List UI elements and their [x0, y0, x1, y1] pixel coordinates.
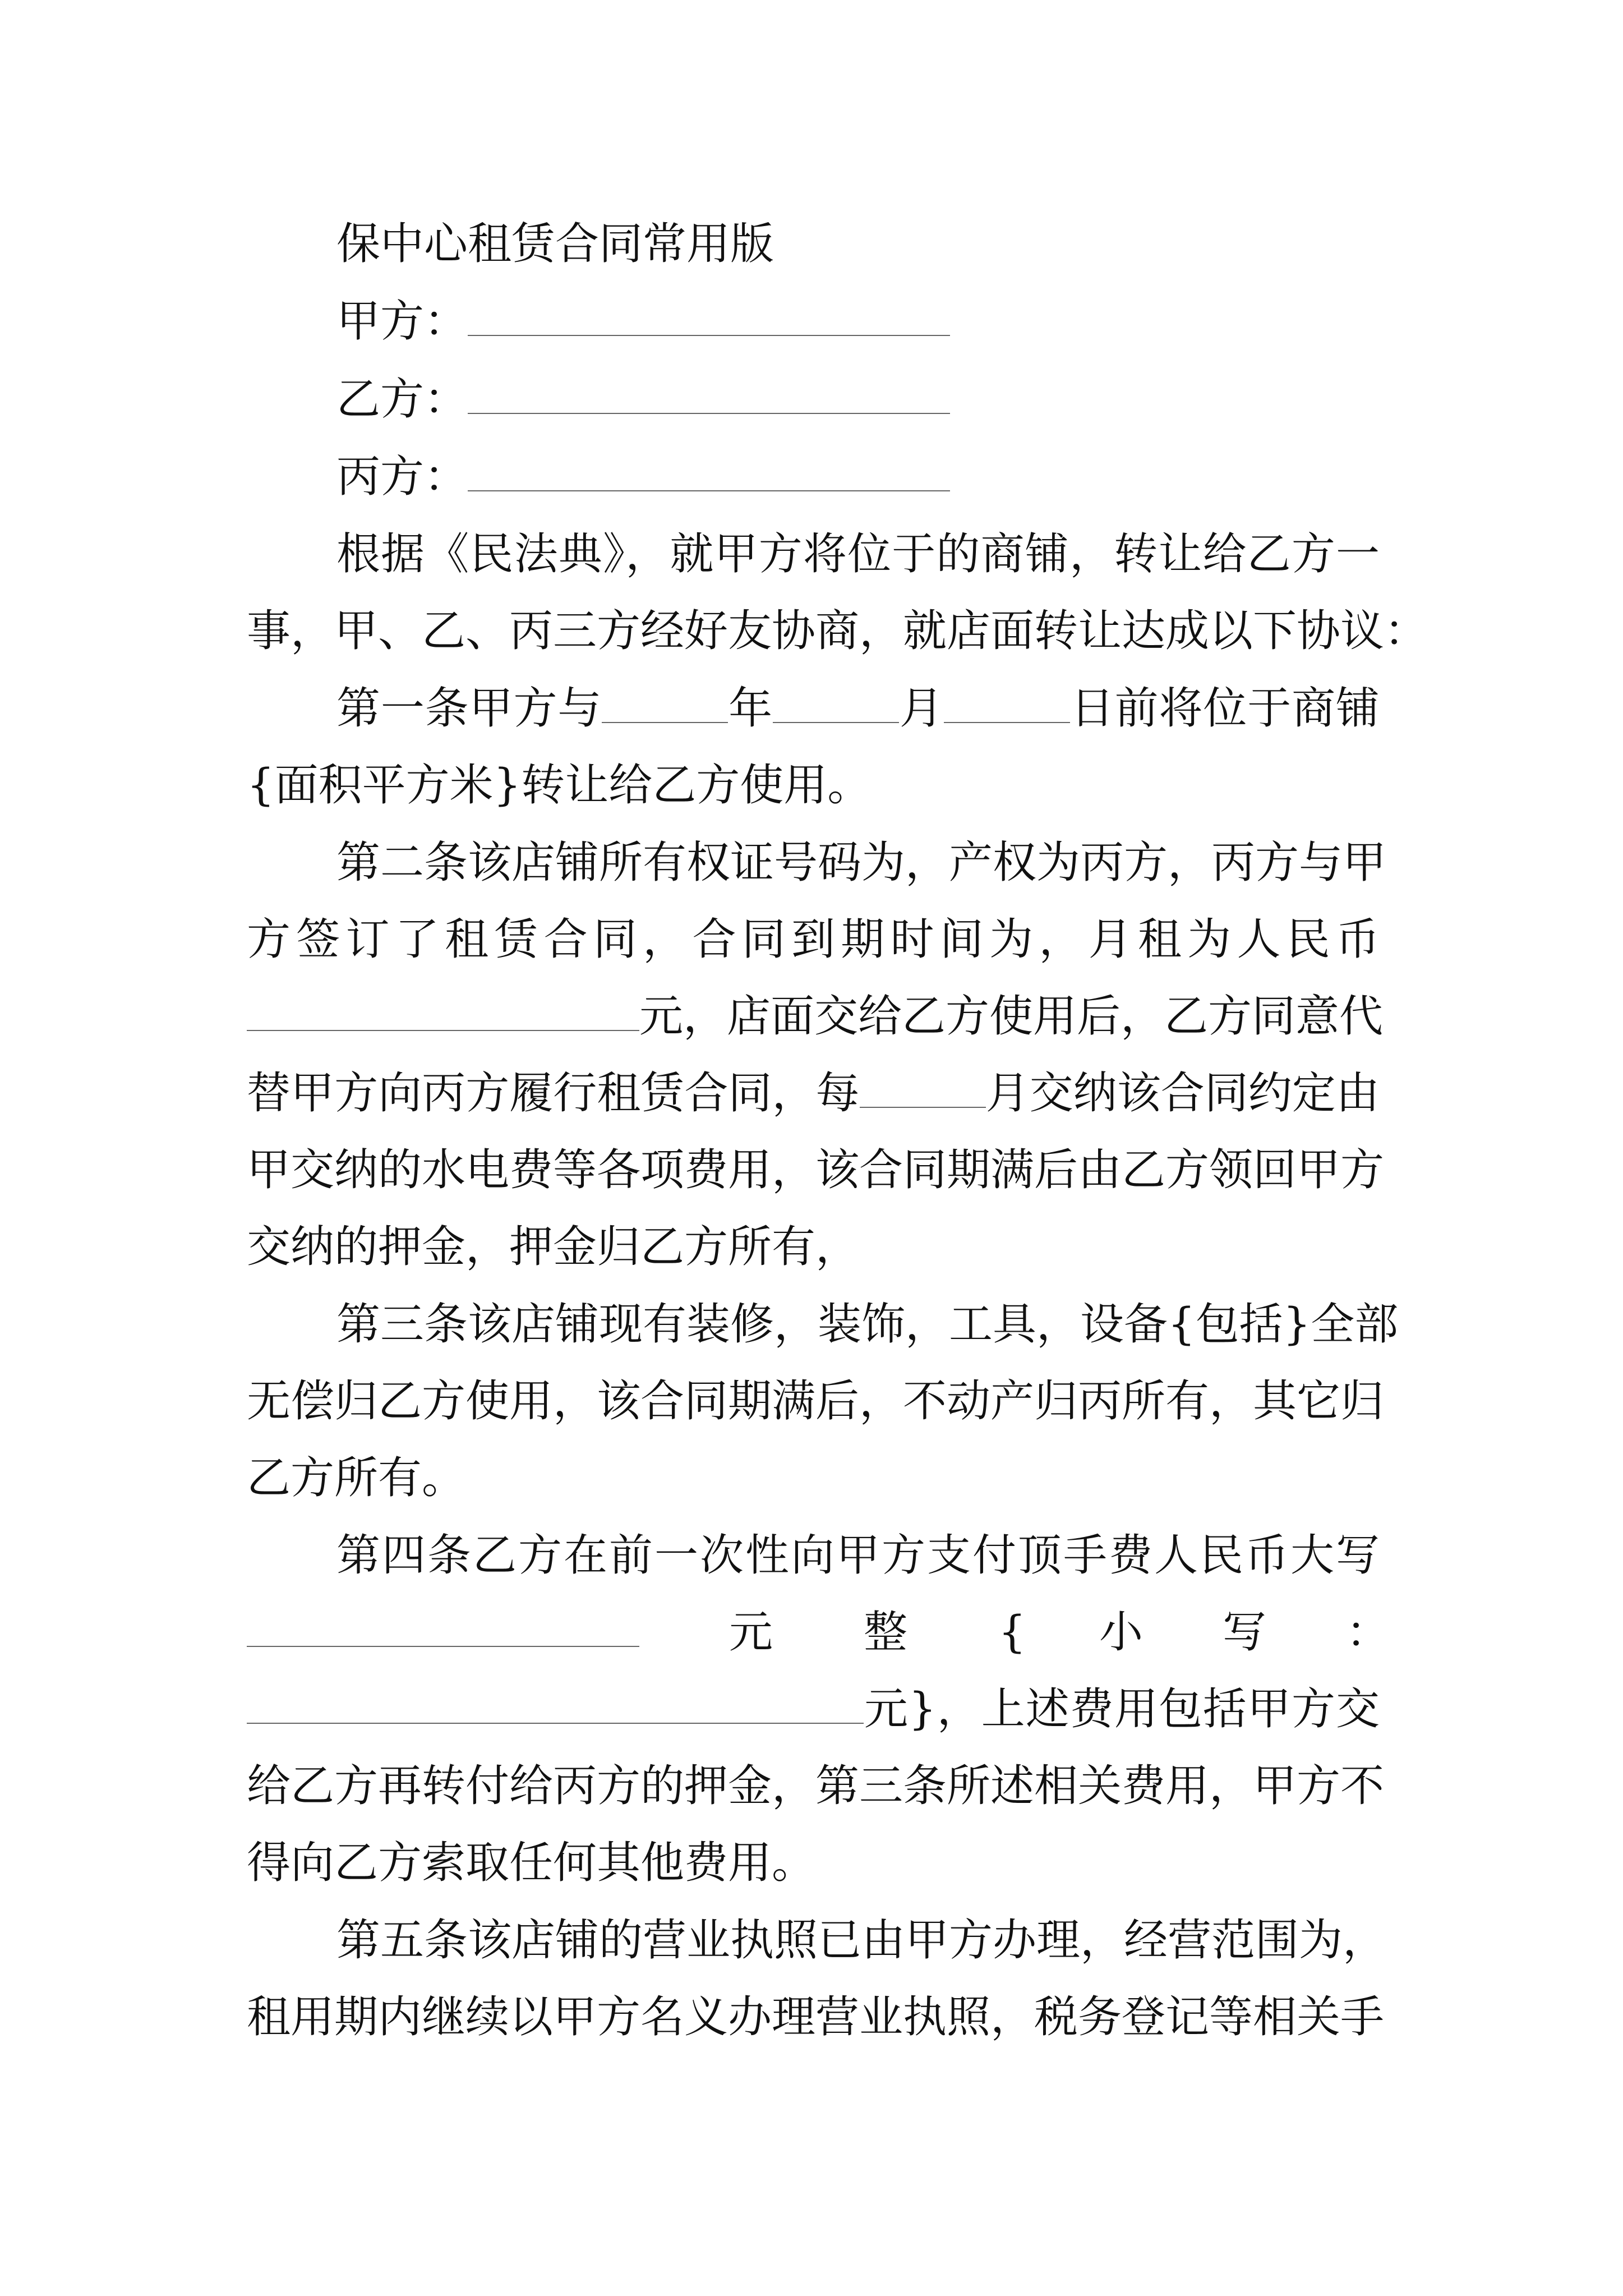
article-3-line-3: 乙方所有。	[247, 1453, 466, 1503]
article-3-line-1: 第三条该店铺现有装修，装饰，工具，设备{包括}全部	[336, 1299, 1399, 1350]
intro-line-1: 根据《民法典》，就甲方将位于的商铺，转让给乙方一	[336, 529, 1380, 579]
article-5-line-2: 租用期内继续以甲方名义办理营业执照，税务登记等相关手	[247, 1992, 1385, 2042]
article-4-line-2: 元 整 { 小 写 ：	[247, 1604, 1380, 1660]
party-b-line: 乙方：	[336, 371, 1380, 427]
party-a-line: 甲方：	[336, 293, 1380, 349]
article-2-line-2: 方签订了租赁合同，合同到期时间为，月租为人民币	[247, 914, 1380, 965]
party-c-line: 丙方：	[336, 449, 1380, 505]
fee-uppercase-blank	[247, 1640, 639, 1647]
article-2-line-1: 第二条该店铺所有权证号码为，产权为丙方，丙方与甲	[336, 838, 1387, 888]
article-2-line-6: 交纳的押金，押金归乙方所有，	[247, 1222, 860, 1272]
day-blank	[944, 716, 1070, 723]
month-blank	[773, 716, 899, 723]
year-blank	[602, 716, 728, 723]
article-4-line-1: 第四条乙方在前一次性向甲方支付顶手费人民币大写	[336, 1530, 1380, 1581]
article-2-line-5: 甲交纳的水电费等各项费用，该合同期满后由乙方领回甲方	[247, 1145, 1385, 1195]
article-4-line-4: 给乙方再转付给丙方的押金，第三条所述相关费用，甲方不	[247, 1761, 1385, 1811]
fee-lowercase-blank	[247, 1717, 864, 1724]
rent-amount-blank	[247, 1024, 639, 1031]
party-a-blank	[468, 329, 950, 336]
document-title: 保中心租赁合同常用版	[336, 219, 774, 269]
party-b-blank	[468, 407, 950, 414]
article-1-line-2: {面积平方米}转让给乙方使用。	[247, 760, 872, 811]
article-4-line-3: 元}，上述费用包括甲方交	[247, 1681, 1380, 1737]
article-5-line-1: 第五条该店铺的营业执照已由甲方办理，经营范围为，	[336, 1915, 1387, 1966]
article-1-line-1: 第一条甲方与 年 月 日前将位于商铺	[336, 683, 1380, 734]
article-2-line-4: 替甲方向丙方履行租赁合同，每 月交纳该合同约定由	[247, 1068, 1380, 1119]
article-3-line-2: 无偿归乙方使用，该合同期满后，不动产归丙所有，其它归	[247, 1376, 1385, 1427]
months-blank	[860, 1101, 986, 1108]
intro-line-2: 事，甲、乙、丙三方经好友协商，就店面转让达成以下协议：	[247, 606, 1428, 656]
party-c-blank	[468, 485, 950, 491]
article-2-line-3: 元，店面交给乙方使用后，乙方同意代	[247, 988, 1380, 1045]
article-4-line-5: 得向乙方索取任何其他费用。	[247, 1838, 816, 1888]
